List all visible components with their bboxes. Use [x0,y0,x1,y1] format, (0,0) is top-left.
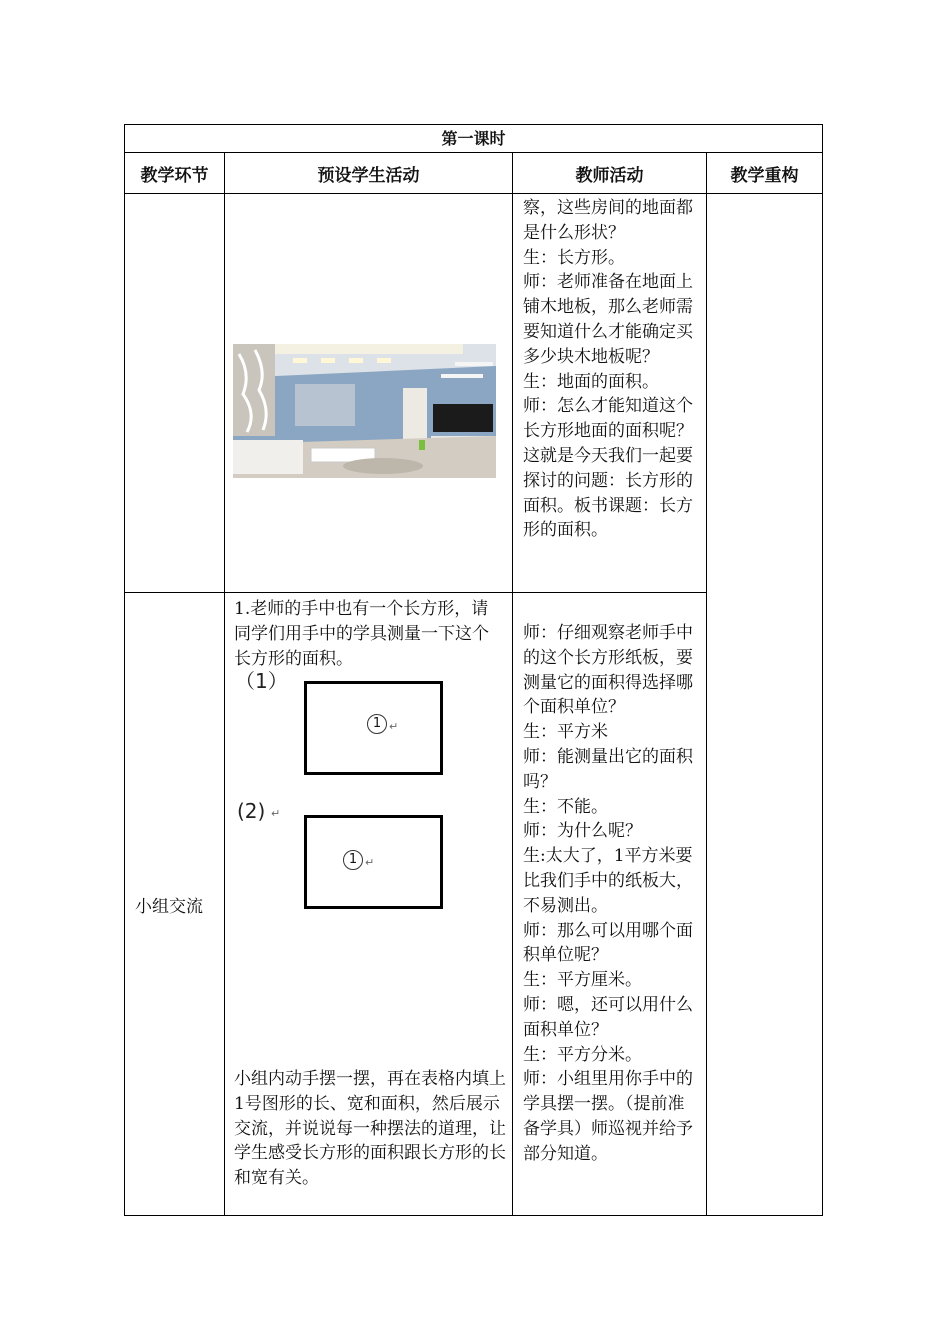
teacher-line: 察，这些房间的地面都是什么形状？ [523,198,693,243]
header-stage: 教学环节 [125,153,225,194]
return-mark-icon: ↵ [365,856,375,869]
teacher-line: 师：那么可以用哪个面积单位呢？ [523,920,693,966]
teacher-line: 师：为什么呢？ [523,821,642,842]
teacher-line: 师：怎么才能知道这个长方形地面的面积呢？这就是今天我们一起要探讨的问题：长方形的面积。板书课题：长方形的面积。 [523,396,693,541]
row1-teacher-activity [513,194,707,593]
header-teacher-activity: 教师活动 [513,153,707,194]
circled-number: 1 [367,714,387,734]
rectangle-figure-2 [304,815,443,909]
teacher-line: 师：仔细观察老师手中的这个长方形纸板，要测量它的面积得选择哪个面积单位？ [523,623,693,718]
teacher-line: 生:太大了，1平方米要比我们手中的纸板大，不易测出。 [523,846,693,916]
row1-stage [125,194,225,593]
teacher-line: 生：平方米 [523,722,608,743]
living-room-photo [233,344,496,478]
row2-student-activity [225,593,513,1216]
teacher-line: 生：平方厘米。 [523,970,642,991]
row2-teacher-activity [513,593,707,1216]
teacher-line: 师：老师准备在地面上铺木地板，那么老师需要知道什么才能确定买多少块木地板呢？ [523,272,693,367]
return-mark-icon: ↵ [389,720,399,733]
teacher-line: 生：不能。 [523,796,608,817]
teacher-line: 生：地面的面积。 [523,371,659,392]
circled-number: 1 [343,850,363,870]
teacher-line: 生：平方分米。 [523,1044,642,1065]
student-activity-text: 小组内动手摆一摆，再在表格内填上1号图形的长、宽和面积，然后展示交流，并说说每一种摆法的道理，让学生感受长方形的面积跟长方形的长和宽有关。 [234,1069,506,1189]
teacher-line: 师：能测量出它的面积吗？ [523,746,693,792]
lesson-sheet [124,124,822,1217]
return-mark-icon: ↵ [271,807,281,820]
reconstruction-cell [707,194,823,1216]
header-reconstruction: 教学重构 [707,153,823,194]
rectangle-figure-1 [304,681,443,775]
figure-label-1: （1） [235,669,288,693]
teacher-line: 师：嗯，还可以用什么面积单位？ [523,994,693,1040]
lesson-title: 第一课时 [125,125,823,153]
lesson-table [124,124,823,1216]
teacher-line: 生：长方形。 [523,247,625,268]
row1-student-activity [225,194,513,593]
teacher-line: 师：小组里用你手中的学具摆一摆。（提前准备学具）师巡视并给予部分知道。 [523,1069,693,1164]
student-intro-text: 1.老师的手中也有一个长方形，请同学们用手中的学具测量一下这个长方形的面积。 [234,599,489,669]
row2-stage: 小组交流 [125,593,225,1216]
figure-label-2: (2) [237,799,266,823]
header-student-activity: 预设学生活动 [225,153,513,194]
